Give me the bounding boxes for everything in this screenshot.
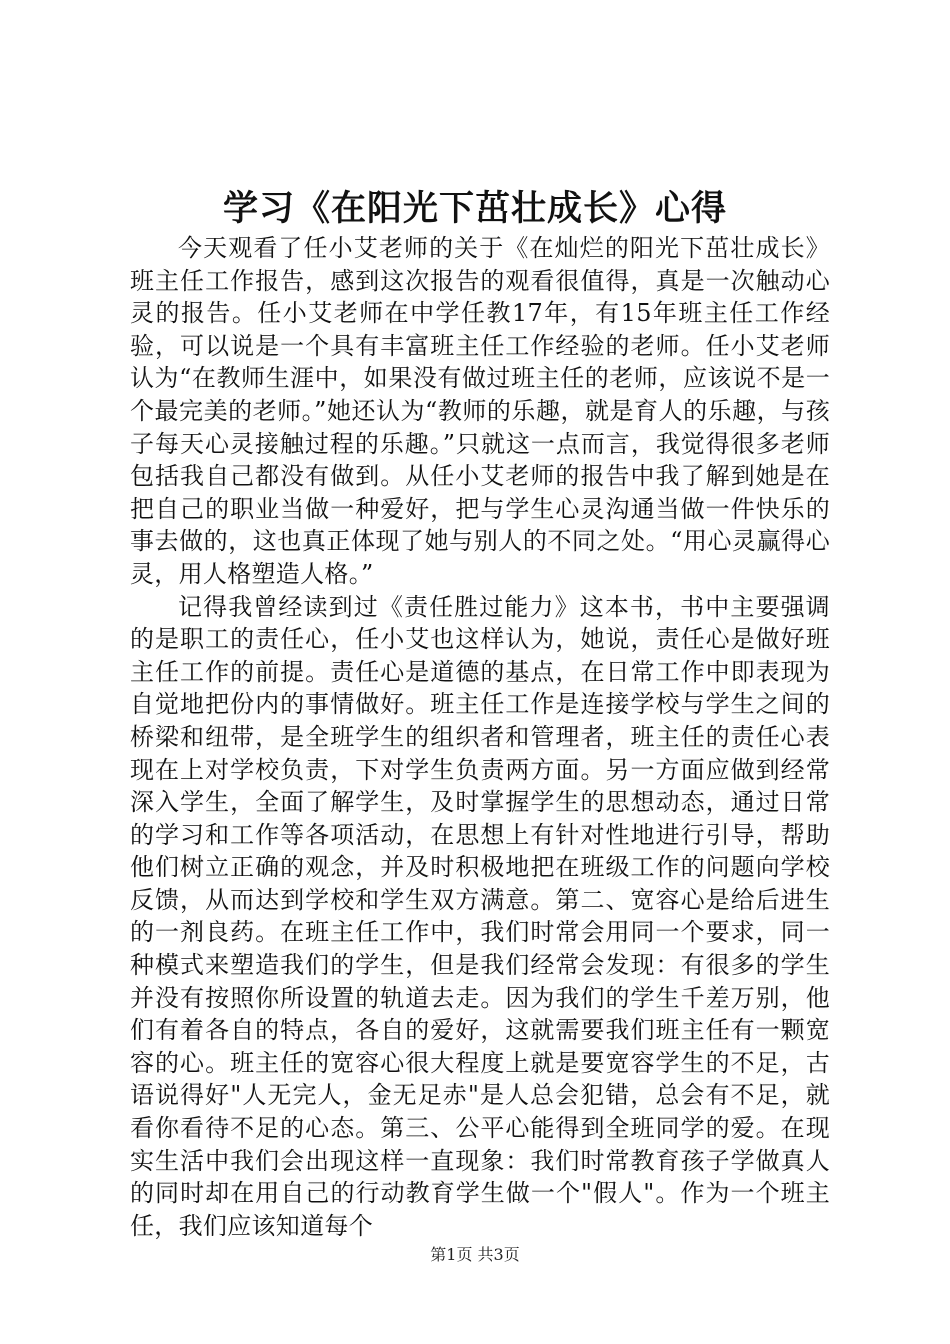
document-body [130,232,830,1242]
paragraph-2: 记得我曾经读到过《责任胜过能力》这本书，书中主要强调的是职工的责任心，任小艾也这样认为，她说，责任心是做好班主任工作的前提。责任心是道德的基点，在日常工作中即表现为自觉地把份内的事情做好。班主任工作是连接学校与学生之间的桥梁和纽带，是全班学生的组织者和管理者，班主任的责任心表现在上对学校负责，下对学生负责两方面。另一方面应做到经常深入学生，全面了解学生，及时掌握学生的思想动态，通过日常的学习和工作等各项活动，在思想上有针对性地进行引导，帮助他们树立正确的观念，并及时积极地把在班级工作的问题向学校反馈，从而达到学校和学生双方满意。第二、宽容心是给后进生的一剂良药。在班主任工作中，我们时常会用同一个要求，同一种模式来塑造我们的学生，但是我们经常会发现：有很多的学生并没有按照你所设置的轨道去走。因为我们的学生千差万别，他们有着各自的特点，各自的爱好，这就需要我们班主任有一颗宽容的心。班主任的宽容心很大程度上就是要宽容学生的不足，古语说得好"人无完人，金无足赤"是人总会犯错，总会有不足，就看你看待不足的心态。第三、公平心能得到全班同学的爱。在现实生活中我们会出现这样一直现象：我们时常教育孩子学做真人的同时却在用自己的行动教育学生做一个"假人"。作为一个班主任，我们应该知道每个 [130,592,830,1240]
paragraph-1: 今天观看了任小艾老师的关于《在灿烂的阳光下茁壮成长》班主任工作报告，感到这次报告的观看很值得，真是一次触动心灵的报告。任小艾老师在中学任教17年，有15年班主任工作经验，可以说是一个具有丰富班主任工作经验的老师。任小艾老师认为“在教师生涯中，如果没有做过班主任的老师，应该说不是一个最完美的老师。”她还认为“教师的乐趣，就是育人的乐趣，与孩子每天心灵接触过程的乐趣。”只就这一点而言，我觉得很多老师包括我自己都没有做到。从任小艾老师的报告中我了解到她是在把自己的职业当做一种爱好，把与学生心灵沟通当做一件快乐的事去做的，这也真正体现了她与别人的不同之处。“用心灵赢得心灵，用人格塑造人格。” [130,234,830,588]
document-title: 学习《在阳光下茁壮成长》心得 [222,188,727,229]
page-footer: 第1页 共3页 [430,1245,520,1264]
